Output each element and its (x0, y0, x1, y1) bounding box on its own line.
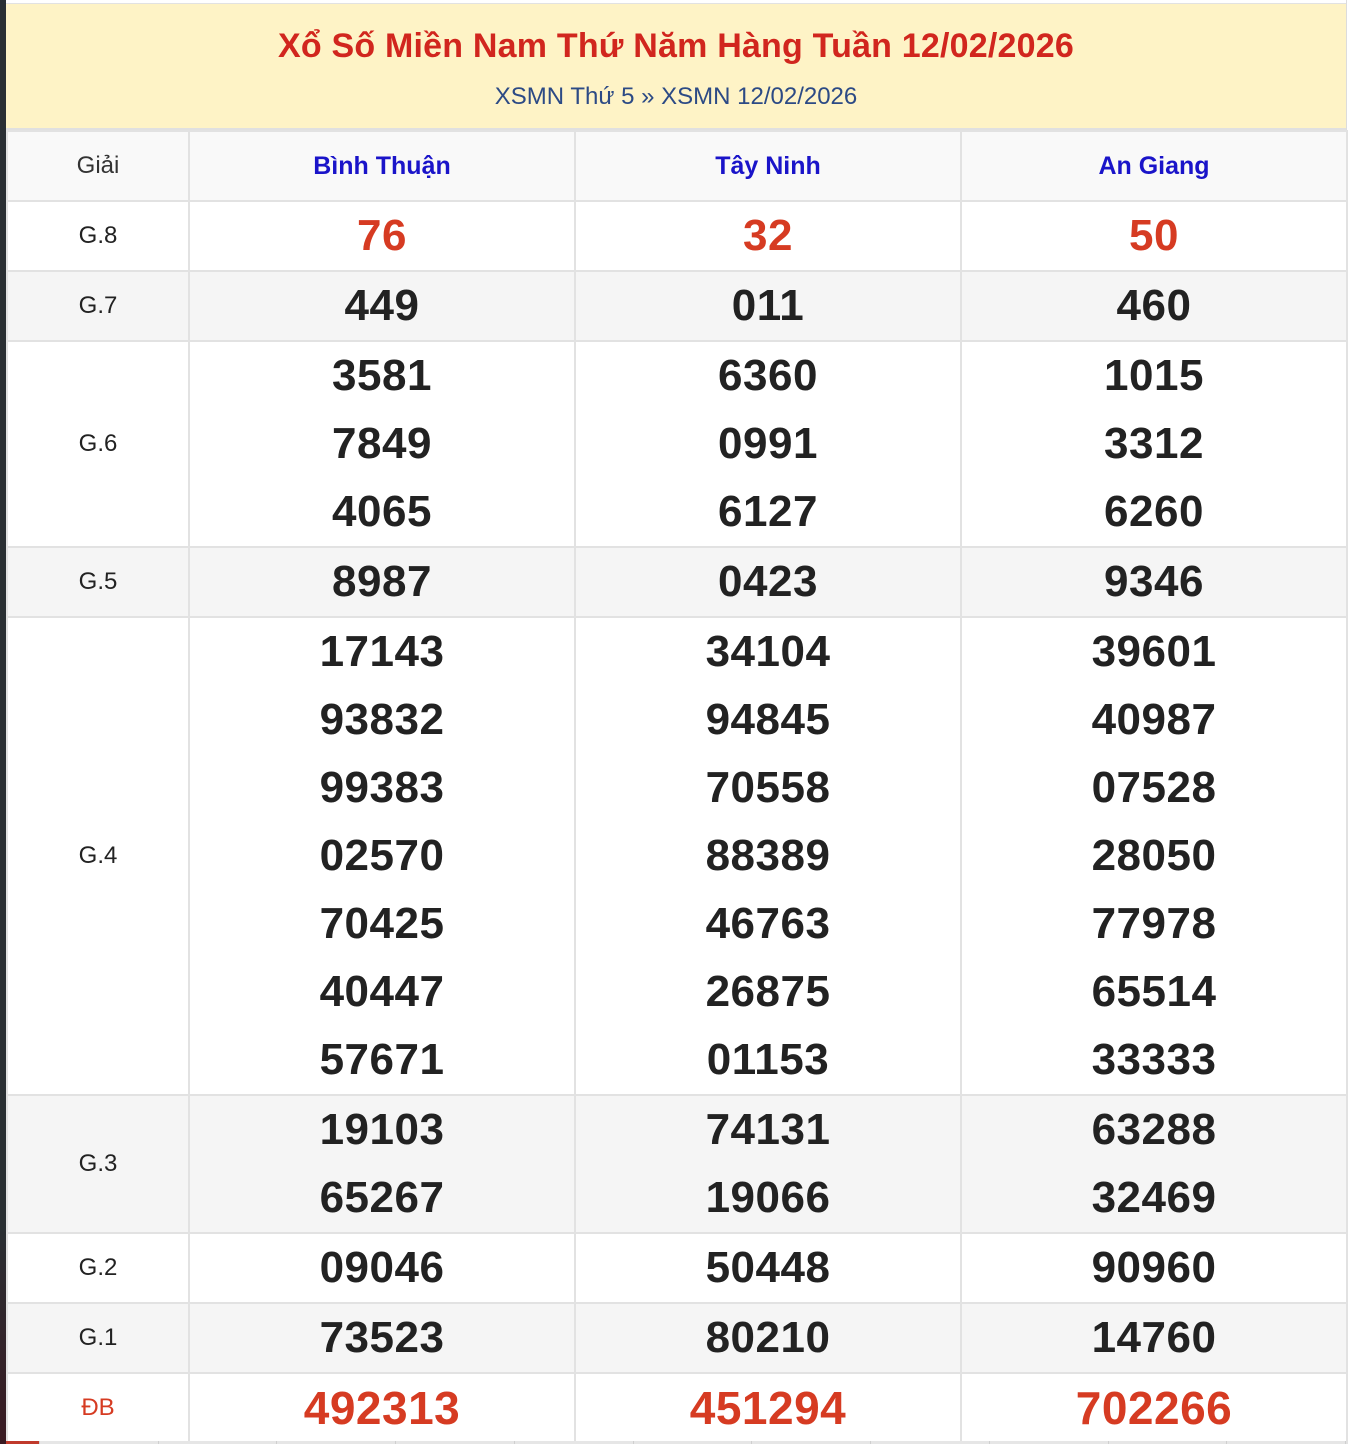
winning-number: 76 (357, 211, 407, 260)
winning-number: 94845 (705, 695, 831, 744)
winning-number: 02570 (319, 831, 445, 880)
winning-number: 011 (731, 281, 805, 330)
winning-number: 702266 (1075, 1382, 1233, 1434)
winning-number: 8987 (332, 557, 432, 606)
winning-number: 4065 (332, 487, 432, 536)
winning-number: 6127 (718, 487, 818, 536)
province-link[interactable]: An Giang (1098, 151, 1210, 180)
prize-cell (575, 547, 961, 617)
winning-number: 7849 (332, 419, 432, 468)
prize-cell (575, 1233, 961, 1303)
prize-cell (189, 271, 575, 341)
prize-label: G.4 (78, 842, 118, 869)
province-link[interactable]: Tây Ninh (715, 151, 821, 180)
winning-number: 09046 (319, 1243, 445, 1292)
winning-number: 50448 (705, 1243, 831, 1292)
winning-number: 46763 (705, 899, 831, 948)
breadcrumb-link-xsmn-thu-5[interactable]: XSMN Thứ 5 (494, 83, 635, 110)
prize-row-g1 (7, 1303, 1347, 1373)
winning-number: 70558 (705, 763, 831, 812)
winning-number: 90960 (1091, 1243, 1217, 1292)
prize-label-cell (7, 617, 189, 1095)
prize-row-g2 (7, 1233, 1347, 1303)
winning-number: 19103 (319, 1105, 445, 1154)
breadcrumb-link-xsmn-date[interactable]: XSMN 12/02/2026 (661, 83, 858, 110)
prize-cell (189, 617, 575, 1095)
winning-number: 3312 (1104, 419, 1204, 468)
winning-number: 07528 (1091, 763, 1217, 812)
results-header (6, 3, 1346, 130)
winning-number: 34104 (705, 627, 831, 676)
winning-number: 9346 (1104, 557, 1204, 606)
prize-label-cell (7, 1303, 189, 1373)
lottery-results-panel (6, 0, 1347, 1444)
winning-number: 460 (1116, 281, 1192, 330)
prize-label: G.7 (78, 292, 118, 319)
province-header-tay-ninh[interactable] (575, 131, 961, 201)
winning-number: 63288 (1091, 1105, 1217, 1154)
prize-label: G.5 (78, 568, 118, 595)
winning-number: 80210 (705, 1313, 831, 1362)
prize-cell (575, 1373, 961, 1443)
prize-column-header: Giải (7, 131, 189, 201)
prize-label: ĐB (81, 1394, 115, 1421)
winning-number: 65267 (319, 1173, 445, 1222)
prize-label-cell (7, 1233, 189, 1303)
prize-cell (961, 1373, 1347, 1443)
winning-number: 01153 (706, 1035, 830, 1084)
breadcrumb (6, 82, 1346, 112)
prize-label-cell (7, 1373, 189, 1443)
prize-cell (961, 617, 1347, 1095)
prize-row-g3 (7, 1095, 1347, 1233)
prize-label: G.2 (78, 1254, 118, 1281)
province-header-binh-thuan[interactable] (189, 131, 575, 201)
prize-cell (189, 1373, 575, 1443)
prize-label: G.3 (78, 1150, 118, 1177)
winning-number: 57671 (319, 1035, 445, 1084)
prize-row-g6 (7, 341, 1347, 547)
winning-number: 26875 (705, 967, 831, 1016)
prize-cell (189, 547, 575, 617)
winning-number: 73523 (319, 1313, 445, 1362)
winning-number: 19066 (705, 1173, 831, 1222)
winning-number: 0423 (718, 557, 818, 606)
winning-number: 40447 (319, 967, 445, 1016)
prize-label-cell (7, 201, 189, 271)
prize-label: G.1 (78, 1324, 118, 1351)
winning-number: 28050 (1091, 831, 1217, 880)
winning-number: 32469 (1091, 1173, 1217, 1222)
winning-number: 449 (344, 281, 420, 330)
prize-row-g7 (7, 271, 1347, 341)
prize-cell (575, 617, 961, 1095)
province-header-an-giang[interactable] (961, 131, 1347, 201)
prize-label-cell (7, 271, 189, 341)
winning-number: 70425 (319, 899, 445, 948)
winning-number: 39601 (1091, 627, 1217, 676)
winning-number: 1015 (1104, 351, 1204, 400)
winning-number: 77978 (1091, 899, 1217, 948)
prize-label-cell (7, 1095, 189, 1233)
prize-row-g5 (7, 547, 1347, 617)
prize-cell (575, 201, 961, 271)
prize-cell (961, 1095, 1347, 1233)
winning-number: 14760 (1091, 1313, 1217, 1362)
breadcrumb-separator: » (641, 83, 655, 110)
prize-cell (189, 1095, 575, 1233)
prize-cell (189, 341, 575, 547)
winning-number: 99383 (319, 763, 445, 812)
winning-number: 74131 (705, 1105, 831, 1154)
province-link[interactable]: Bình Thuận (313, 151, 451, 180)
prize-cell (961, 341, 1347, 547)
winning-number: 0991 (718, 419, 818, 468)
prize-cell (961, 201, 1347, 271)
winning-number: 451294 (689, 1382, 847, 1434)
winning-number: 492313 (303, 1382, 461, 1434)
winning-number: 3581 (332, 351, 432, 400)
table-header-row (7, 131, 1347, 201)
prize-cell (961, 547, 1347, 617)
winning-number: 40987 (1091, 695, 1217, 744)
prize-row-đb (7, 1373, 1347, 1443)
prize-cell (961, 1303, 1347, 1373)
prize-cell (961, 1233, 1347, 1303)
prize-label: G.6 (78, 430, 118, 457)
prize-cell (189, 1233, 575, 1303)
winning-number: 88389 (705, 831, 831, 880)
prize-cell (189, 201, 575, 271)
prize-cell (189, 1303, 575, 1373)
prize-cell (575, 341, 961, 547)
prize-cell (575, 1095, 961, 1233)
winning-number: 6260 (1104, 487, 1204, 536)
prize-cell (575, 271, 961, 341)
results-table (6, 130, 1348, 1444)
prize-row-g8 (7, 201, 1347, 271)
prize-label: G.8 (78, 222, 118, 249)
winning-number: 65514 (1091, 967, 1217, 1016)
prize-label-cell (7, 547, 189, 617)
page-title: Xổ Số Miền Nam Thứ Năm Hàng Tuần 12/02/2026 (278, 27, 1074, 65)
prize-row-g4 (7, 617, 1347, 1095)
prize-cell (575, 1303, 961, 1373)
winning-number: 17143 (319, 627, 445, 676)
winning-number: 6360 (718, 351, 818, 400)
prize-cell (961, 271, 1347, 341)
prize-label-cell (7, 341, 189, 547)
winning-number: 33333 (1091, 1035, 1217, 1084)
winning-number: 50 (1129, 211, 1179, 260)
winning-number: 32 (743, 211, 793, 260)
winning-number: 93832 (319, 695, 445, 744)
